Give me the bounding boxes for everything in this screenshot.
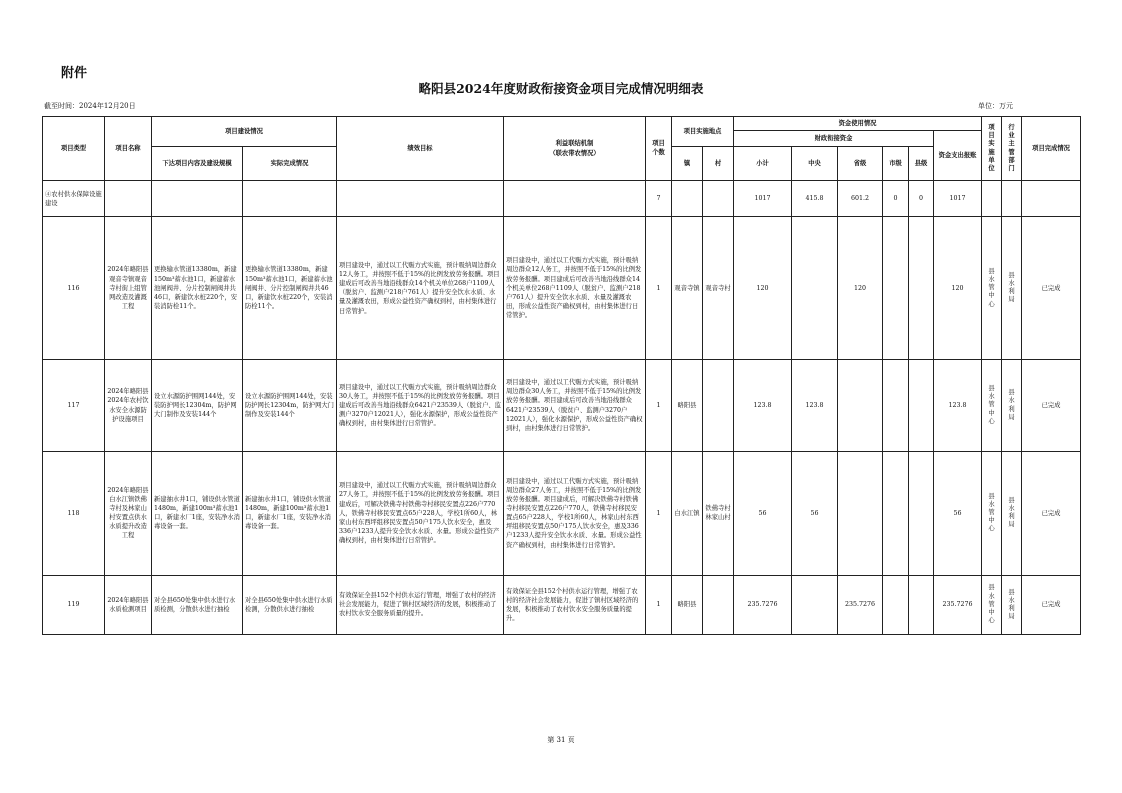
header-construction: 项目建设情况	[152, 117, 337, 147]
category-count: 7	[646, 181, 672, 217]
row-status: 已完成	[1022, 451, 1081, 575]
row-actual: 新建抽水井1口，铺设供水管道1480m，新建100m³蓄水池1口，新建水厂1座，安装净水消毒设备一套。	[243, 451, 337, 575]
row-no: 118	[43, 451, 105, 575]
header-subtotal: 小计	[734, 147, 792, 181]
row-city	[883, 360, 909, 451]
row-actual: 更换输水管道13380m，新建150m³蓄水池1口，新建蓄水池闸阀井、分片控制闸阀井共46口，新建饮水桩220个，安装消防栓11个。	[243, 217, 337, 360]
row-impl-unit: 县水管中心	[988, 267, 995, 308]
header-planned-content: 下达项目内容及建设规模	[152, 147, 243, 181]
category-city: 0	[883, 181, 909, 217]
row-name: 2024年略阳县白水江镇铁佛寺村及林家山村安置点供水水质提升改造工程	[105, 451, 152, 575]
header-expenditure: 资金支出报账	[934, 131, 982, 181]
row-dept: 县水利局	[1008, 389, 1015, 421]
row-county	[909, 575, 934, 634]
row-village	[703, 575, 734, 634]
header-count: 项目个数	[652, 140, 665, 156]
category-expenditure: 1017	[934, 181, 982, 217]
table-row	[43, 360, 1081, 451]
row-expenditure: 120	[934, 217, 982, 360]
unit-label: 单位：万元	[978, 102, 1013, 110]
row-expenditure: 235.7276	[934, 575, 982, 634]
row-town: 白水江镇	[672, 451, 703, 575]
row-name: 2024年略阳县2024年农村饮水安全水源防护设施项目	[105, 360, 152, 451]
header-fiscal-funds: 财政衔接资金	[734, 131, 934, 147]
row-central	[792, 575, 838, 634]
row-county	[909, 451, 934, 575]
row-performance: 项目建设中，通过以工代赈方式实施，预计吸纳周边群众30人务工，并按照不低于15%的比例发放劳务报酬。项目建成后可改善当地沿线群众6421户23539人（脱贫户、监测户3270户12021人），强化水源保护，形成公益性资产确权到村，由村集体进行日常管护。	[337, 360, 504, 451]
header-actual-completion: 实际完成情况	[243, 147, 337, 181]
page-title: 略阳县2024年度财政衔接资金项目完成情况明细表	[418, 81, 704, 96]
row-no: 116	[43, 217, 105, 360]
row-village	[703, 360, 734, 451]
row-town: 观音寺镇	[672, 217, 703, 360]
row-count: 1	[646, 575, 672, 634]
row-no: 117	[43, 360, 105, 451]
row-planned: 设立水源防护围网144处，安装防护网长12304m，防护网大门制作及安装144个	[152, 360, 243, 451]
header-county: 县级	[909, 147, 934, 181]
row-planned: 更换输水管道13380m，新建150m³蓄水池1口，新建蓄水池闸阀井、分片控制闸阀井共46口，新建饮水桩220个，安装消防栓11个。	[152, 217, 243, 360]
row-expenditure: 56	[934, 451, 982, 575]
row-town: 略阳县	[672, 575, 703, 634]
header-provincial: 省级	[838, 147, 883, 181]
row-count: 1	[646, 217, 672, 360]
row-benefit: 项目建设中，通过以工代赈方式实施，预计吸纳周边群众30人务工，并按照不低于15%的比例发放劳务报酬。项目建成后可改善当地沿线群众6421户23539人（脱贫户、监测户3270户12021人），强化水源保护，形成公益性资产确权到村，由村集体进行日常管护。	[504, 360, 646, 451]
header-impl-unit: 项目实施单位	[988, 124, 995, 172]
row-dept: 县水利局	[1008, 588, 1015, 621]
row-town: 略阳县	[672, 360, 703, 451]
category-county: 0	[909, 181, 934, 217]
page-number: 第 31 页	[547, 736, 575, 744]
row-benefit: 有效保证全县152个村供水运行管理，增强了农村的经济社会发展能力，促进了镇村区域经济的发展，积极推动了农村饮水安全服务质量的提升。	[504, 575, 646, 634]
row-provincial: 235.7276	[838, 575, 883, 634]
row-performance: 有效保证全县152个村供水运行管理，增强了农村的经济社会发展能力，促进了镇村区域经济的发展，积极推动了农村饮水安全服务质量的提升。	[337, 575, 504, 634]
header-location: 项目实施地点	[672, 117, 734, 147]
row-village: 铁佛寺村林家山村	[703, 451, 734, 575]
row-count: 1	[646, 360, 672, 451]
row-actual: 设立水源防护围网144处，安装防护网长12304m，防护网大门制作及安装144个	[243, 360, 337, 451]
table-row	[43, 575, 1081, 634]
row-city	[883, 217, 909, 360]
row-county	[909, 217, 934, 360]
row-planned: 新建抽水井1口，铺设供水管道1480m，新建100m³蓄水池1口，新建水厂1座，安装净水消毒设备一套。	[152, 451, 243, 575]
header-fund-usage: 资金使用情况	[734, 117, 982, 131]
row-performance: 项目建设中，通过以工代赈方式实施，预计吸纳周边群众12人务工，并按照不低于15%的比例发放劳务报酬。项目建成后可改善当地沿线群众14个机关单位268户1109人（脱贫户、监测户218户761人）提升安全饮水水质、水量及灌溉农田，形成公益性资产确权到村，由村集体进行日常管护。	[337, 217, 504, 360]
row-city	[883, 451, 909, 575]
header-town: 镇	[672, 147, 703, 181]
header-city: 市级	[883, 147, 909, 181]
header-benefit: 利益联结机制 （联农带农情况）	[504, 117, 646, 181]
header-village: 村	[703, 147, 734, 181]
table-row	[43, 451, 1081, 575]
header-central: 中央	[792, 147, 838, 181]
row-count: 1	[646, 451, 672, 575]
row-no: 119	[43, 575, 105, 634]
row-subtotal: 235.7276	[734, 575, 792, 634]
header-performance: 绩效目标	[337, 117, 504, 181]
category-central: 415.8	[792, 181, 838, 217]
as-of-date: 截至时间：2024年12月20日	[44, 102, 136, 110]
row-county	[909, 360, 934, 451]
table-row	[43, 217, 1081, 360]
row-performance: 项目建设中，通过以工代赈方式实施，预计吸纳周边群众27人务工，并按照不低于15%的比例发放劳务报酬。项目建成后，可解决铁佛寺村铁佛寺村移民安置点226户770人，铁佛寺村移民安置点65户228人，学校1所60人，林家山村东西坪组移民安置点50户175人饮水安全，惠及336户1233人提升安全饮水水质、水量。形成公益性资产确权到村，由村集体进行日常管护。	[337, 451, 504, 575]
row-central: 56	[792, 451, 838, 575]
row-subtotal: 56	[734, 451, 792, 575]
header-name: 项目名称	[105, 117, 152, 181]
project-table	[42, 116, 1081, 635]
row-name: 2024年略阳县水质检测项目	[105, 575, 152, 634]
category-provincial: 601.2	[838, 181, 883, 217]
category-subtotal: 1017	[734, 181, 792, 217]
row-central: 123.8	[792, 360, 838, 451]
row-subtotal: 120	[734, 217, 792, 360]
row-provincial: 120	[838, 217, 883, 360]
row-provincial	[838, 360, 883, 451]
row-expenditure: 123.8	[934, 360, 982, 451]
row-actual: 对全县650处集中供水进行水质检测，分散供水进行抽检	[243, 575, 337, 634]
header-completion: 项目完成情况	[1022, 117, 1081, 181]
attachment-label: 附件	[61, 66, 88, 81]
row-status: 已完成	[1022, 360, 1081, 451]
row-dept: 县水利局	[1008, 271, 1015, 304]
row-status: 已完成	[1022, 217, 1081, 360]
row-status: 已完成	[1022, 575, 1081, 634]
row-impl-unit: 县水管中心	[988, 584, 995, 625]
row-benefit: 项目建设中，通过以工代赈方式实施，预计吸纳周边群众12人务工，并按照不低于15%的比例发放劳务报酬。项目建成后可改善当地沿线群众14个机关单位268户1109人（脱贫户、监测户218户761人）提升安全饮水水质、水量及灌溉农田，形成公益性资产确权到村，由村集体进行日常管护。	[504, 217, 646, 360]
row-benefit: 项目建设中，通过以工代赈方式实施，预计吸纳周边群众27人务工，并按照不低于15%的比例发放劳务报酬。项目建成后，可解决铁佛寺村铁佛寺村移民安置点226户770人，铁佛寺村移民安置点65户228人，学校1所60人，林家山村东西坪组移民安置点50户175人饮水安全，惠及336户1233人提升安全饮水水质、水量。形成公益性资产确权到村，由村集体进行日常管护。	[504, 451, 646, 575]
row-city	[883, 575, 909, 634]
row-impl-unit: 县水管中心	[988, 492, 995, 533]
header-type: 项目类型	[43, 117, 105, 181]
category-row	[43, 181, 1081, 217]
row-village: 观音寺村	[703, 217, 734, 360]
row-planned: 对全县650处集中供水进行水质检测，分散供水进行抽检	[152, 575, 243, 634]
row-impl-unit: 县水管中心	[988, 385, 995, 425]
row-name: 2024年略阳县观音寺镇观音寺村街上组管网改造及灌溉工程	[105, 217, 152, 360]
row-subtotal: 123.8	[734, 360, 792, 451]
row-central	[792, 217, 838, 360]
category-type: ④农村供水保障设施建设	[43, 181, 105, 217]
header-industry-dept: 行业主管部门	[1008, 124, 1015, 172]
row-provincial	[838, 451, 883, 575]
row-dept: 县水利局	[1008, 496, 1015, 529]
